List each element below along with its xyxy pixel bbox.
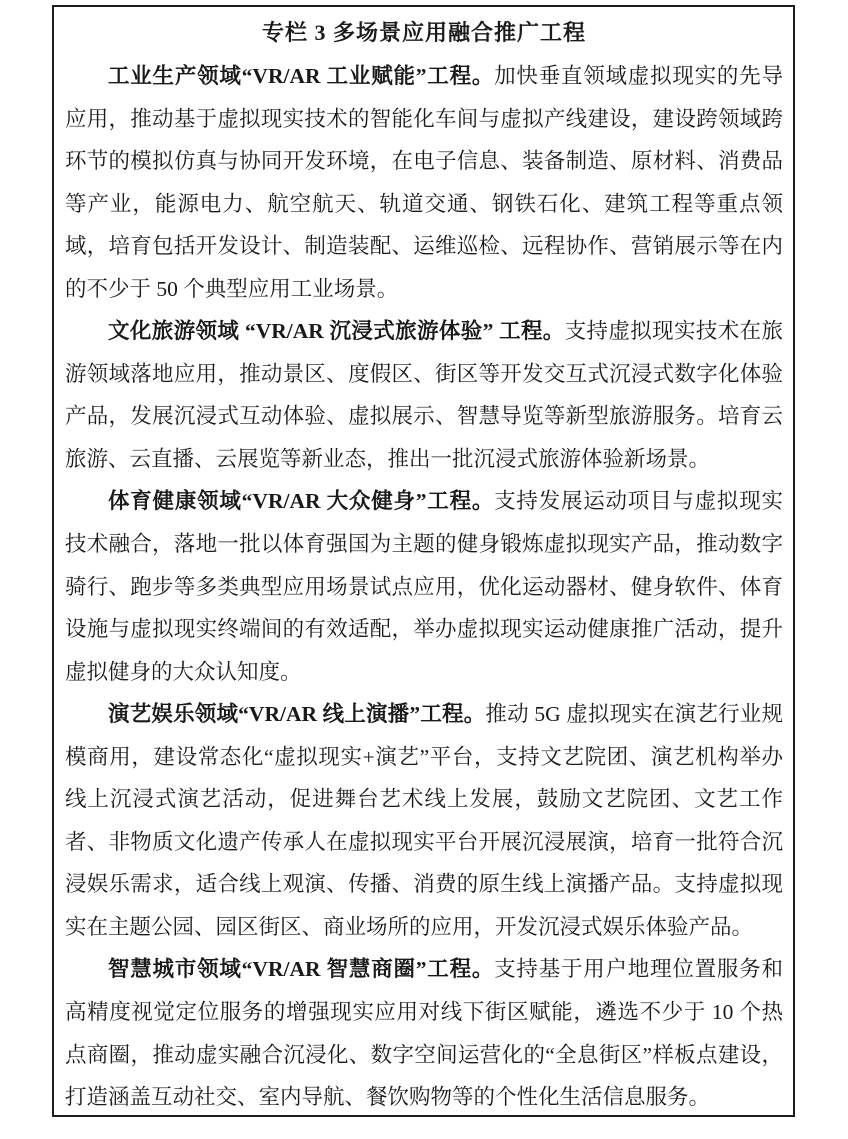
paragraph-lead: 工业生产领域“VR/AR 工业赋能”工程。 bbox=[108, 64, 495, 88]
paragraph-lead: 体育健康领域“VR/AR 大众健身”工程。 bbox=[108, 489, 495, 514]
paragraph-lead: 文化旅游领域 “VR/AR 沉浸式旅游体验” 工程。 bbox=[108, 319, 565, 344]
paragraph-sports-health bbox=[65, 480, 783, 693]
paragraph-body: 推动 5G 虚拟现实在演艺行业规模商用，建设常态化“虚拟现实+演艺”平台，支持文艺院团、演艺机构举办线上沉浸式演艺活动，促进舞台艺术线上发展，鼓励文艺院团、文艺工作者、非物质文化遗产传承人在虚拟现实平台开展沉浸展演，培育一批符合沉浸娱乐需求，适合线上观演、传播、消费的原生线上演播产品。支持虚拟现实在主题公园、园区街区、商业场所的应用，开发沉浸式娱乐体验产品。 bbox=[65, 702, 783, 939]
callout-box bbox=[52, 5, 795, 1117]
paragraph-performance-entertainment bbox=[65, 693, 783, 948]
box-title: 专栏 3 多场景应用融合推广工程 bbox=[261, 20, 586, 45]
paragraph-body: 支持发展运动项目与虚拟现实技术融合，落地一批以体育强国为主题的健身锻炼虚拟现实产品，推动数字骑行、跑步等多类典型应用场景试点应用，优化运动器材、健身软件、体育设施与虚拟现实终端间的有效适配，举办虚拟现实运动健康推广活动，提升虚拟健身的大众认知度。 bbox=[65, 489, 783, 684]
paragraph-industrial bbox=[65, 55, 783, 310]
paragraph-smart-city bbox=[65, 948, 783, 1118]
paragraph-body: 加快垂直领域虚拟现实的先导应用，推动基于虚拟现实技术的智能化车间与虚拟产线建设，建设跨领域跨环节的模拟仿真与协同开发环境，在电子信息、装备制造、原材料、消费品等产业，能源电力、航空航天、轨道交通、钢铁石化、建筑工程等重点领域，培育包括开发设计、制造装配、运维巡检、远程协作、营销展示等在内的不少于 50 个典型应用工业场景。 bbox=[65, 64, 783, 301]
paragraph-body: 支持基于用户地理位置服务和高精度视觉定位服务的增强现实应用对线下街区赋能，遴选不少于 10 个热点商圈，推动虚实融合沉浸化、数字空间运营化的“全息街区”样板点建设，打造涵盖互动社交、室内导航、餐饮购物等的个性化生活信息服务。 bbox=[65, 957, 783, 1110]
paragraph-culture-tourism bbox=[65, 310, 783, 480]
paragraph-lead: 演艺娱乐领域“VR/AR 线上演播”工程。 bbox=[108, 702, 486, 727]
paragraph-body: 支持虚拟现实技术在旅游领域落地应用，推动景区、度假区、街区等开发交互式沉浸式数字化体验产品，发展沉浸式互动体验、虚拟展示、智慧导览等新型旅游服务。培育云旅游、云直播、云展览等新业态，推出一批沉浸式旅游体验新场景。 bbox=[65, 319, 783, 471]
paragraph-lead: 智慧城市领域“VR/AR 智慧商圈”工程。 bbox=[108, 957, 495, 982]
